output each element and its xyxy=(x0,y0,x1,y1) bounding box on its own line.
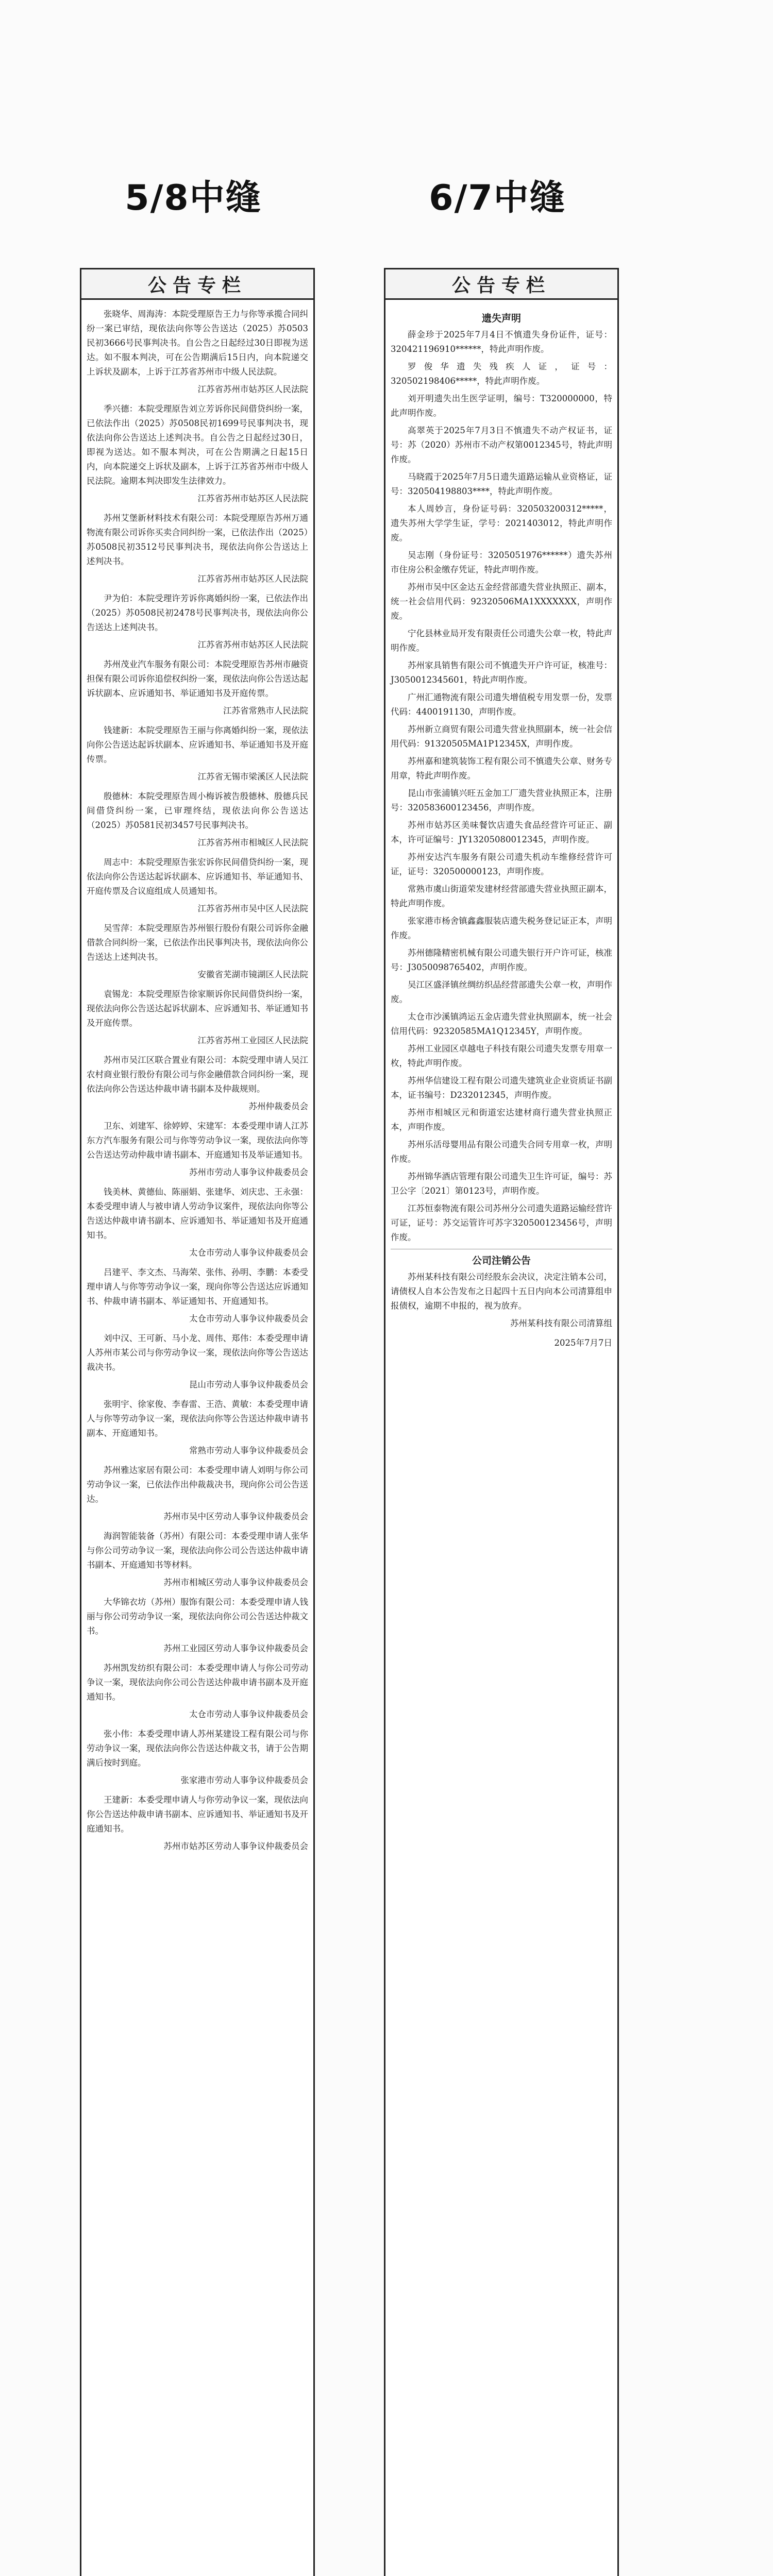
notice-text: 太仓市沙溪镇鸿运五金店遗失营业执照副本，统一社会信用代码：92320585MA1Q12345Y，声明作废。 xyxy=(391,1012,612,1036)
notice-text: 苏州茂业汽车服务有限公司：本院受理原告苏州市融资担保有限公司诉你追偿权纠纷一案，现依法向你公告送达起诉状副本、应诉通知书、举证通知书及开庭传票。 xyxy=(87,659,308,698)
notice-text: 苏州艾堡新材料技术有限公司：本院受理原告苏州万通物流有限公司诉你买卖合同纠纷一案，已依法作出（2025）苏0508民初3512号民事判决书，现依法向你公告送达上述判决书。 xyxy=(87,513,308,566)
notice-text: 吴志刚（身份证号：3205051976******）遗失苏州市住房公积金缴存凭证，特此声明作废。 xyxy=(391,550,612,574)
notice-signature: 安徽省芜湖市镜湖区人民法院 xyxy=(197,970,308,979)
notice-text: 苏州嘉和建筑装饰工程有限公司不慎遗失公章、财务专用章，特此声明作废。 xyxy=(391,756,612,781)
notice-text: 宁化县林业局开发有限责任公司遗失公章一枚，特此声明作废。 xyxy=(391,629,612,653)
notice-text: 张晓华、周海涛：本院受理原告王力与你等承揽合同纠纷一案已审结，现依法向你等公告送达（2025）苏0503民初3666号民事判决书。自公告之日起经过30日即视为送达。如不服本判决，可在公告期满后15日内，向本院递交上诉状及副本，上诉于江苏省苏州市中级人民法院。 xyxy=(87,309,308,377)
notice-text: 马晓霞于2025年7月5日遗失道路运输从业资格证，证号：320504198803****，特此声明作废。 xyxy=(391,472,612,496)
notice-text: 吴江区盛泽镇丝绸纺织品经营部遗失公章一枚，声明作废。 xyxy=(391,980,612,1004)
notice-text: 苏州新立商贸有限公司遗失营业执照副本，统一社会信用代码：91320505MA1P12345X，声明作废。 xyxy=(391,724,612,749)
notice-text: 苏州乐活母婴用品有限公司遗失合同专用章一枚，声明作废。 xyxy=(391,1140,612,1164)
notice-text: 江苏恒泰物流有限公司苏州分公司遗失道路运输经营许可证，证号：苏交运管许可苏字320500123456号，声明作废。 xyxy=(391,1204,612,1242)
notice-text: 本人周妙言，身份证号码：320503200312*****，遗失苏州大学学生证，学号：2021403012，特此声明作废。 xyxy=(391,504,612,543)
notice-signature: 苏州仲裁委员会 xyxy=(248,1101,308,1111)
notice-text: 尹为伯：本院受理许芳诉你离婚纠纷一案，已依法作出（2025）苏0508民初2478号民事判决书，现依法向你公告送达上述判决书。 xyxy=(87,594,308,632)
section-title: 遗失声明 xyxy=(481,313,521,324)
notice-signature: 苏州市劳动人事争议仲裁委员会 xyxy=(189,1167,308,1177)
notice-signer: 苏州某科技有限公司清算组 xyxy=(510,1318,612,1328)
notice-text: 周志中：本院受理原告张宏诉你民间借贷纠纷一案，现依法向你公告送达起诉状副本、应诉通知书、举证通知书、开庭传票及合议庭组成人员通知书。 xyxy=(87,857,308,896)
notice-signature: 太仓市劳动人事争议仲裁委员会 xyxy=(189,1709,308,1719)
notice-signature: 太仓市劳动人事争议仲裁委员会 xyxy=(189,1314,308,1324)
notice-text: 殷德林：本院受理原告周小梅诉被告殷德林、殷德兵民间借贷纠纷一案，已审理终结，现依法向你公告送达（2025）苏0581民初3457号民事判决书。 xyxy=(87,791,308,830)
notice-text: 海润智能装备（苏州）有限公司：本委受理申请人张华与你公司劳动争议一案，现依法向你公司公告送达仲裁申请书副本、开庭通知书等材料。 xyxy=(87,1531,308,1570)
notice-text: 吴雪萍：本院受理原告苏州银行股份有限公司诉你金融借款合同纠纷一案，已依法作出民事判决书，现依法向你公告送达上述判决书。 xyxy=(87,923,308,962)
notice-text: 罗俊华遗失残疾人证，证号：320502198406*****，特此声明作废。 xyxy=(391,362,612,386)
notice-text: 苏州雅达家居有限公司：本委受理申请人刘明与你公司劳动争议一案，已依法作出仲裁裁决书，现向你公司公告送达。 xyxy=(87,1465,308,1504)
notice-text: 张明宇、徐家俊、李春雷、王浩、黄敏：本委受理申请人与你等劳动争议一案，现依法向你等公告送达仲裁申请书副本、开庭通知书。 xyxy=(87,1399,308,1438)
right-column-header: 公告专栏 xyxy=(385,268,617,300)
notice-signature: 常熟市劳动人事争议仲裁委员会 xyxy=(189,1446,308,1455)
notice-text: 广州汇通物流有限公司遗失增值税专用发票一份，发票代码：4400191130，声明作废。 xyxy=(391,692,612,717)
notice-text: 刘开明遗失出生医学证明，编号：T320000000，特此声明作废。 xyxy=(391,394,612,418)
notice-signature: 江苏省苏州市姑苏区人民法院 xyxy=(197,494,308,503)
notice-signature: 苏州市相城区劳动人事争议仲裁委员会 xyxy=(163,1578,308,1587)
notice-signature: 江苏省苏州市姑苏区人民法院 xyxy=(197,384,308,394)
notice-text: 苏州家具销售有限公司不慎遗失开户许可证，核准号：J3050012345601，特此声明作废。 xyxy=(391,660,612,685)
left-column-body xyxy=(81,300,313,1854)
notice-text: 苏州凯发纺织有限公司：本委受理申请人与你公司劳动争议一案，现依法向你公司公告送达仲裁申请书副本及开庭通知书。 xyxy=(87,1663,308,1702)
right-column-title: 6/7中缝 xyxy=(429,178,566,218)
notice-signature: 苏州工业园区劳动人事争议仲裁委员会 xyxy=(163,1643,308,1653)
notice-signature: 江苏省苏州市相城区人民法院 xyxy=(197,838,308,848)
notice-text: 薛金珍于2025年7月4日不慎遗失身份证件，证号：320421196910******，特此声明作废。 xyxy=(391,330,612,354)
notice-text: 苏州安达汽车服务有限公司遗失机动车维修经营许可证，证号：320500000123，声明作废。 xyxy=(391,852,612,876)
notice-text: 卫东、刘建军、徐婷婷、宋建军：本委受理申请人江苏东方汽车服务有限公司与你等劳动争议一案，现依法向你等公告送达劳动仲裁申请书副本、开庭通知书及举证通知书。 xyxy=(87,1121,308,1160)
notice-text: 昆山市张浦镇兴旺五金加工厂遗失营业执照正本，注册号：320583600123456，声明作废。 xyxy=(391,788,612,812)
notice-signature: 太仓市劳动人事争议仲裁委员会 xyxy=(189,1248,308,1258)
left-column-header: 公告专栏 xyxy=(81,268,313,300)
notice-text: 苏州华信建设工程有限公司遗失建筑业企业资质证书副本，证书编号：D232012345，声明作废。 xyxy=(391,1076,612,1100)
notice-signature: 张家港市劳动人事争议仲裁委员会 xyxy=(180,1775,308,1785)
notice-text: 钱美林、黄德仙、陈丽娟、张建华、刘庆忠、王永强：本委受理申请人与被申请人劳动争议案件，现依法向你等公告送达仲裁申请书副本、应诉通知书、举证通知书及开庭通知书。 xyxy=(87,1187,308,1240)
notice-text: 苏州某科技有限公司经股东会决议，决定注销本公司，请债权人自本公告发布之日起四十五日内向本公司清算组申报债权，逾期不申报的，视为放弃。 xyxy=(391,1272,612,1311)
notice-heading: 公司注销公告 xyxy=(472,1255,531,1266)
notice-text: 苏州市相城区元和街道宏达建材商行遗失营业执照正本，声明作废。 xyxy=(391,1108,612,1132)
notice-text: 张家港市杨舍镇鑫鑫服装店遗失税务登记证正本，声明作废。 xyxy=(391,916,612,940)
notice-signature: 苏州市姑苏区劳动人事争议仲裁委员会 xyxy=(163,1841,308,1851)
notice-date: 2025年7月7日 xyxy=(554,1338,612,1348)
left-notice-column xyxy=(80,268,315,2576)
notice-text: 刘中汉、王可新、马小龙、周伟、郑伟：本委受理申请人苏州市某公司与你劳动争议一案，现依法向你等公告送达裁决书。 xyxy=(87,1333,308,1372)
notice-text: 苏州市吴中区金达五金经营部遗失营业执照正、副本，统一社会信用代码：92320506MA1XXXXXXX，声明作废。 xyxy=(391,582,612,621)
notice-signature: 江苏省苏州市姑苏区人民法院 xyxy=(197,574,308,584)
notice-text: 大华锦衣坊（苏州）服饰有限公司：本委受理申请人钱丽与你公司劳动争议一案，现依法向你公司公告送达仲裁文书。 xyxy=(87,1597,308,1636)
notice-text: 苏州市吴江区联合置业有限公司：本院受理申请人吴江农村商业银行股份有限公司与你金融借款合同纠纷一案，现依法向你公告送达仲裁申请书副本及仲裁规则。 xyxy=(87,1055,308,1094)
notice-text: 苏州锦华酒店管理有限公司遗失卫生许可证，编号：苏卫公字〔2021〕第0123号，声明作废。 xyxy=(391,1172,612,1196)
notice-signature: 江苏省常熟市人民法院 xyxy=(223,706,308,716)
notice-text: 张小伟：本委受理申请人苏州某建设工程有限公司与你劳动争议一案，现依法向你公告送达仲裁文书，请于公告期满后按时到庭。 xyxy=(87,1729,308,1768)
notice-text: 季兴德：本院受理原告刘立芳诉你民间借贷纠纷一案，已依法作出（2025）苏0508民初1699号民事判决书，现依法向你公告送达上述判决书。自公告之日起经过30日，即视为送达。如不服本判决，可在公告期满之日起15日内，向本院递交上诉状及副本，上诉于江苏省苏州市中级人民法院。逾期本判决即发生法律效力。 xyxy=(87,404,308,486)
notice-signature: 江苏省苏州市姑苏区人民法院 xyxy=(197,640,308,650)
right-column-body xyxy=(385,300,617,1350)
notice-text: 高翠英于2025年7月3日不慎遗失不动产权证书，证号：苏（2020）苏州市不动产权第0012345号，特此声明作废。 xyxy=(391,426,612,464)
notice-text: 王建新：本委受理申请人与你劳动争议一案，现依法向你公告送达仲裁申请书副本、应诉通知书、举证通知书及开庭通知书。 xyxy=(87,1795,308,1834)
notice-text: 钱建新：本院受理原告王丽与你离婚纠纷一案，现依法向你公告送达起诉状副本、应诉通知书、举证通知书及开庭传票。 xyxy=(87,725,308,764)
notice-signature: 昆山市劳动人事争议仲裁委员会 xyxy=(189,1380,308,1389)
notice-signature: 江苏省无锡市梁溪区人民法院 xyxy=(197,772,308,782)
notice-text: 常熟市虞山街道荣发建材经营部遗失营业执照正副本，特此声明作废。 xyxy=(391,884,612,908)
notice-text: 苏州德隆精密机械有限公司遗失银行开户许可证，核准号：J3050098765402，声明作废。 xyxy=(391,948,612,972)
notice-text: 苏州工业园区卓越电子科技有限公司遗失发票专用章一枚，特此声明作废。 xyxy=(391,1044,612,1068)
notice-signature: 苏州市吴中区劳动人事争议仲裁委员会 xyxy=(163,1512,308,1521)
right-notice-column xyxy=(384,268,619,2576)
notice-text: 吕建平、李文杰、马海荣、张伟、孙明、李鹏：本委受理申请人与你等劳动争议一案，现向你等公告送达应诉通知书、仲裁申请书副本、举证通知书、开庭通知书。 xyxy=(87,1267,308,1306)
left-column-title: 5/8中缝 xyxy=(125,178,262,218)
notice-text: 苏州市姑苏区美味餐饮店遗失食品经营许可证正、副本，许可证编号：JY13205080012345，声明作废。 xyxy=(391,820,612,844)
notice-signature: 江苏省苏州市吴中区人民法院 xyxy=(197,904,308,913)
notice-text: 袁锡龙：本院受理原告徐家顺诉你民间借贷纠纷一案，现依法向你公告送达起诉状副本、应诉通知书、举证通知书及开庭传票。 xyxy=(87,989,308,1028)
notice-signature: 江苏省苏州工业园区人民法院 xyxy=(197,1036,308,1045)
